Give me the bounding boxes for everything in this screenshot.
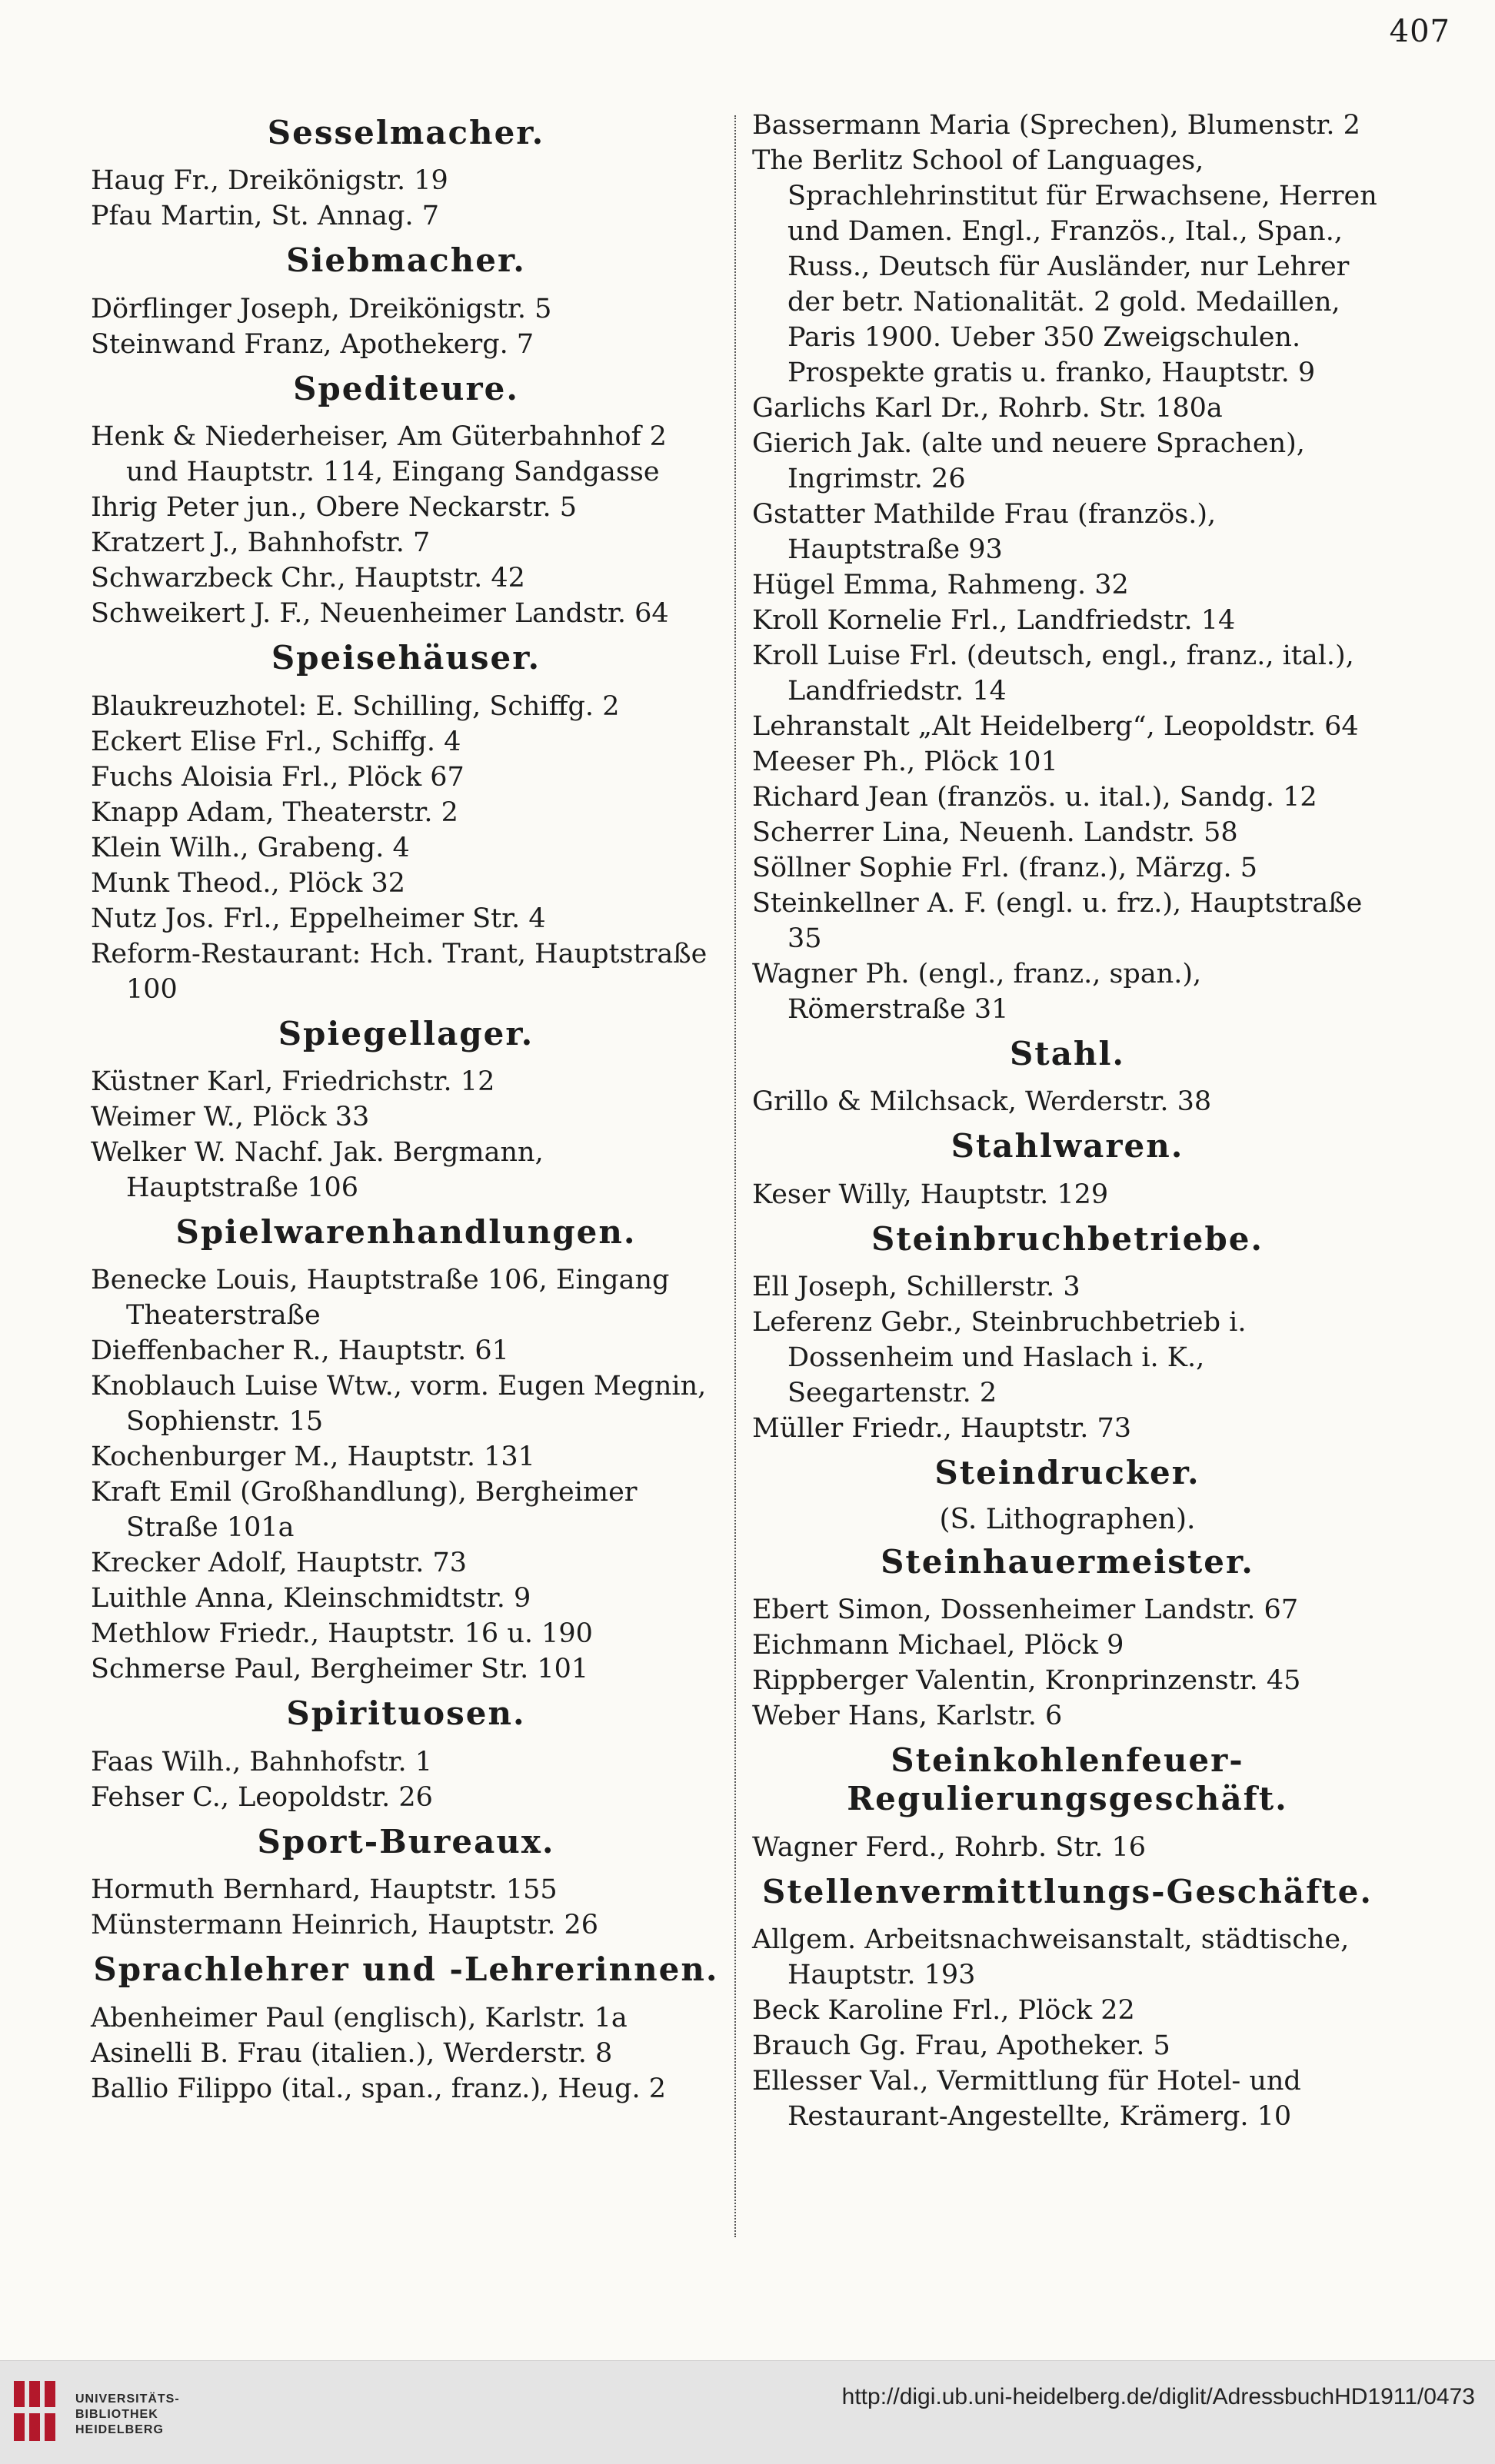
directory-entry: Blaukreuzhotel: E. Schilling, Schiffg. 2	[91, 690, 620, 722]
source-url-link[interactable]: http://digi.ub.uni-heidelberg.de/diglit/AdressbuchHD1911/0473	[841, 2384, 1475, 2409]
section-heading: Steinbruchbetriebe.	[871, 1219, 1264, 1258]
section-heading: Sport-Bureaux.	[257, 1822, 555, 1860]
directory-entry: Kraft Emil (Großhandlung), Bergheimer Straße 101a	[91, 1477, 638, 1544]
directory-entry: Asinelli B. Frau (italien.), Werderstr. 8	[91, 2037, 613, 2069]
directory-entry: Kochenburger M., Hauptstr. 131	[91, 1441, 535, 1473]
directory-entry: Rippberger Valentin, Kronprinzenstr. 45	[752, 1664, 1301, 1696]
section-heading: Steindrucker.	[934, 1454, 1200, 1492]
directory-entry: Eckert Elise Frl., Schiffg. 4	[91, 726, 461, 757]
directory-entry: Klein Wilh., Grabeng. 4	[91, 832, 410, 863]
directory-entry: Munk Theod., Plöck 32	[91, 867, 405, 899]
directory-section	[752, 1741, 1383, 1865]
directory-entry: Wagner Ph. (engl., franz., span.), Römerstraße 31	[752, 959, 1202, 1025]
page-number: 407	[1389, 14, 1450, 49]
section-heading: Spirituosen.	[286, 1694, 526, 1733]
directory-entry: Methlow Friedr., Hauptstr. 16 u. 190	[91, 1618, 593, 1650]
directory-entry: Steinkellner A. F. (engl. u. frz.), Hauptstraße 35	[752, 888, 1363, 954]
directory-entry: Ell Joseph, Schillerstr. 3	[752, 1272, 1080, 1303]
directory-section	[752, 1873, 1383, 2134]
directory-entry: Ballio Filippo (ital., span., franz.), Heug. 2	[91, 2073, 667, 2104]
section-heading: Spiegellager.	[278, 1014, 534, 1052]
directory-entry: Kroll Kornelie Frl., Landfriedstr. 14	[752, 605, 1236, 636]
directory-entry: Hügel Emma, Rahmeng. 32	[752, 570, 1129, 600]
directory-entry: Haug Fr., Dreikönigstr. 19	[91, 165, 448, 197]
directory-entry: Schweikert J. F., Neuenheimer Landstr. 64	[91, 598, 669, 630]
section-heading: Stahl.	[1009, 1035, 1126, 1072]
directory-entry: Weimer W., Plöck 33	[91, 1101, 370, 1132]
directory-section	[91, 370, 721, 631]
logo-text	[75, 2392, 180, 2438]
directory-section	[752, 1454, 1383, 1535]
footer-bar	[0, 2360, 1495, 2464]
directory-section	[91, 1950, 721, 2106]
directory-section	[752, 108, 1383, 1027]
directory-entry: Söllner Sophie Frl. (franz.), Märzg. 5	[752, 853, 1258, 883]
column-divider	[734, 115, 736, 2237]
section-heading: Sesselmacher.	[267, 114, 545, 151]
directory-entry: Allgem. Arbeitsnachweisanstalt, städtische, Hauptstr. 193	[752, 1924, 1350, 1991]
directory-entry: Dieffenbacher R., Hauptstr. 61	[91, 1335, 509, 1367]
directory-entry: Scherrer Lina, Neuenh. Landstr. 58	[752, 817, 1238, 848]
directory-section	[752, 1220, 1383, 1446]
directory-entry: Münstermann Heinrich, Hauptstr. 26	[91, 1910, 599, 1941]
directory-section	[91, 1823, 721, 1943]
logo-line: HEIDELBERG	[75, 2423, 164, 2436]
section-heading: Steinkohlenfeuer-Regulierungsgeschäft.	[847, 1741, 1288, 1818]
directory-entry: Grillo & Milchsack, Werderstr. 38	[752, 1086, 1212, 1118]
directory-section	[91, 241, 721, 361]
directory-entry: Krecker Adolf, Hauptstr. 73	[91, 1548, 467, 1579]
directory-entry: Reform-Restaurant: Hch. Trant, Hauptstraße 100	[91, 938, 708, 1005]
directory-entry: Müller Friedr., Hauptstr. 73	[752, 1413, 1132, 1445]
directory-entry: Brauch Gg. Frau, Apotheker. 5	[752, 2030, 1170, 2062]
directory-entry: Garlichs Karl Dr., Rohrb. Str. 180a	[752, 393, 1223, 424]
directory-section	[752, 1035, 1383, 1119]
directory-entry: Ihrig Peter jun., Obere Neckarstr. 5	[91, 492, 578, 524]
directory-entry: Schmerse Paul, Bergheimer Str. 101	[91, 1654, 589, 1685]
directory-entry: Kroll Luise Frl. (deutsch, engl., franz., ital.), Landfriedstr. 14	[752, 640, 1354, 707]
directory-entry: Nutz Jos. Frl., Eppelheimer Str. 4	[91, 903, 546, 934]
logo-line: BIBLIOTHEK	[75, 2408, 158, 2421]
directory-entry: Gstatter Mathilde Frau (französ.), Hauptstraße 93	[752, 499, 1217, 565]
directory-entry: Wagner Ferd., Rohrb. Str. 16	[752, 1831, 1146, 1863]
directory-entry: Kratzert J., Bahnhofstr. 7	[91, 527, 431, 559]
section-heading: Spielwarenhandlungen.	[175, 1212, 637, 1251]
section-heading: Stahlwaren.	[951, 1127, 1184, 1165]
section-heading: Spediteure.	[293, 369, 519, 407]
directory-entry: Schwarzbeck Chr., Hauptstr. 42	[91, 563, 525, 594]
university-library-logo	[11, 2372, 188, 2453]
directory-section	[91, 639, 721, 1006]
directory-entry: Hormuth Bernhard, Hauptstr. 155	[91, 1874, 558, 1906]
directory-entry: Leferenz Gebr., Steinbruchbetrieb i. Dossenheim und Haslach i. K., Seegartenstr. 2	[752, 1307, 1247, 1409]
section-heading: Stellenvermittlungs-Geschäfte.	[762, 1872, 1373, 1910]
directory-section	[752, 1127, 1383, 1212]
section-heading: Steinhauermeister.	[881, 1542, 1254, 1581]
directory-entry: Küstner Karl, Friedrichstr. 12	[91, 1066, 495, 1097]
section-cross-reference: (S. Lithographen).	[939, 1503, 1196, 1535]
directory-section	[91, 1694, 721, 1814]
directory-entry: Lehranstalt „Alt Heidelberg“, Leopoldstr. 64	[752, 711, 1359, 742]
directory-entry: Beck Karoline Frl., Plöck 22	[752, 1995, 1135, 2027]
directory-entry: Keser Willy, Hauptstr. 129	[752, 1179, 1109, 1210]
left-column	[91, 108, 721, 2114]
directory-entry: Pfau Martin, St. Annag. 7	[91, 201, 439, 232]
directory-section	[752, 1543, 1383, 1734]
directory-entry: Ebert Simon, Dossenheimer Landstr. 67	[752, 1594, 1299, 1625]
right-column	[752, 108, 1383, 2142]
directory-section	[91, 1015, 721, 1205]
directory-entry: Fuchs Aloisia Frl., Plöck 67	[91, 761, 464, 793]
directory-entry: Fehser C., Leopoldstr. 26	[91, 1781, 433, 1813]
directory-entry: Bassermann Maria (Sprechen), Blumenstr. 2	[752, 110, 1360, 141]
directory-entry: Luithle Anna, Kleinschmidtstr. 9	[91, 1583, 531, 1614]
directory-entry: Steinwand Franz, Apothekerg. 7	[91, 328, 534, 360]
directory-entry: Meeser Ph., Plöck 101	[752, 747, 1058, 777]
section-heading: Speisehäuser.	[271, 639, 541, 677]
directory-entry: Gierich Jak. (alte und neuere Sprachen), Ingrimstr. 26	[752, 428, 1305, 494]
directory-entry: Richard Jean (französ. u. ital.), Sandg. 12	[752, 782, 1317, 813]
directory-entry: Abenheimer Paul (englisch), Karlstr. 1a	[91, 2002, 628, 2033]
directory-entry: Eichmann Michael, Plöck 9	[752, 1629, 1124, 1661]
directory-entry: Ellesser Val., Vermittlung für Hotel- und Restaurant-Angestellte, Krämerg. 10	[752, 2066, 1301, 2133]
directory-section	[91, 1213, 721, 1687]
directory-entry: Benecke Louis, Hauptstraße 106, Eingang Theaterstraße	[91, 1265, 670, 1332]
directory-entry: Henk & Niederheiser, Am Güterbahnhof 2 und Hauptstr. 114, Eingang Sandgasse	[91, 421, 667, 488]
directory-entry: Knapp Adam, Theaterstr. 2	[91, 796, 458, 828]
directory-entry: Welker W. Nachf. Jak. Bergmann, Hauptstraße 106	[91, 1136, 544, 1203]
directory-entry: Knoblauch Luise Wtw., vorm. Eugen Megnin, Sophienstr. 15	[91, 1371, 707, 1438]
directory-entry: Faas Wilh., Bahnhofstr. 1	[91, 1746, 433, 1777]
directory-entry: The Berlitz School of Languages, Sprachlehrinstitut für Erwachsene, Herren und Damen. Engl., Französ., Ital., Span., Russ., Deutsch für Ausländer, nur Lehrer der betr. Nationalität. 2 gold. Medaillen, Paris 1900. Ueber 350 Zweigschulen. Prospekte gratis u. franko, Hauptstr. 9	[752, 145, 1377, 388]
library-seal-icon	[11, 2376, 65, 2446]
logo-line: UNIVERSITÄTS-	[75, 2393, 180, 2406]
section-heading: Sprachlehrer und -Lehrerinnen.	[93, 1950, 719, 1989]
directory-entry: Weber Hans, Karlstr. 6	[752, 1700, 1063, 1731]
directory-section	[91, 114, 721, 234]
section-heading: Siebmacher.	[286, 241, 526, 280]
directory-entry: Dörflinger Joseph, Dreikönigstr. 5	[91, 293, 552, 324]
